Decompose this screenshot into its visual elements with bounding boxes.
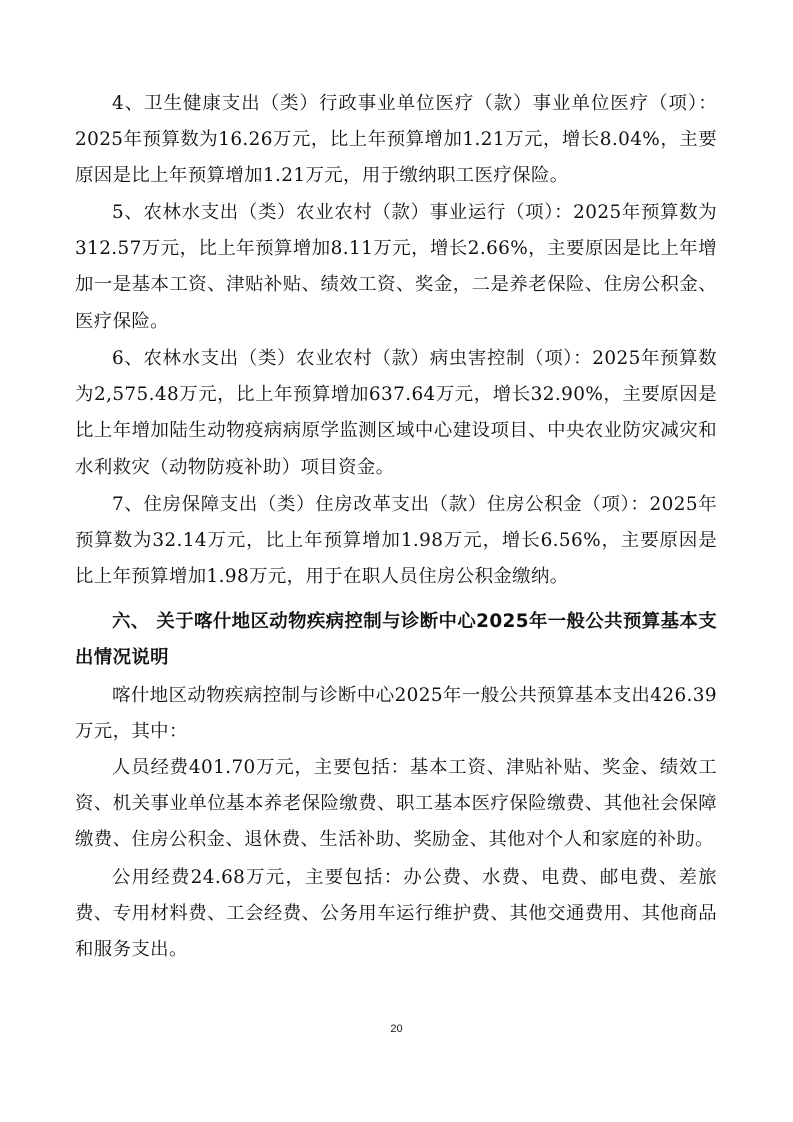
paragraph-pest-control: 6、农林水支出（类）农业农村（款）病虫害控制（项）：2025年预算数为2,575.48万元，比上年预算增加637.64万元，增长32.90%，主要原因是比上年增加陆生动物疫病病原学监测区域中心建设项目、中央农业防灾减灾和水利救灾（动物防疫补助）项目资金。 <box>75 348 717 478</box>
paragraph-public-expenses: 公用经费24.68万元，主要包括：办公费、水费、电费、邮电费、差旅费、专用材料费、工会经费、公务用车运行维护费、其他交通费用、其他商品和服务支出。 <box>75 867 717 961</box>
paragraph-agri-operation: 5、农林水支出（类）农业农村（款）事业运行（项）：2025年预算数为312.57万元，比上年预算增加8.11万元，增长2.66%，主要原因是比上年增加一是基本工资、津贴补贴、绩效工资、奖金，二是养老保险、住房公积金、医疗保险。 <box>75 202 717 332</box>
page-number: 20 <box>390 1023 403 1035</box>
paragraph-health-expenditure: 4、卫生健康支出（类）行政事业单位医疗（款）事业单位医疗（项）：2025年预算数为16.26万元，比上年预算增加1.21万元，增长8.04%，主要原因是比上年预算增加1.21万元，用于缴纳职工医疗保险。 <box>75 93 717 187</box>
section-heading: 六、 关于喀什地区动物疾病控制与诊断中心2025年一般公共预算基本支出情况说明 <box>75 611 717 669</box>
paragraph-housing-fund: 7、住房保障支出（类）住房改革支出（款）住房公积金（项）：2025年预算数为32.14万元，比上年预算增加1.98万元，增长6.56%，主要原因是比上年预算增加1.98万元，用于在职人员住房公积金缴纳。 <box>75 494 717 588</box>
paragraph-personnel-expenses: 人员经费401.70万元，主要包括：基本工资、津贴补贴、奖金、绩效工资、机关事业单位基本养老保险缴费、职工基本医疗保险缴费、其他社会保障缴费、住房公积金、退休费、生活补助、奖励金、其他对个人和家庭的补助。 <box>75 757 717 851</box>
paragraph-basic-expenditure: 喀什地区动物疾病控制与诊断中心2025年一般公共预算基本支出426.39万元，其中： <box>75 685 717 743</box>
